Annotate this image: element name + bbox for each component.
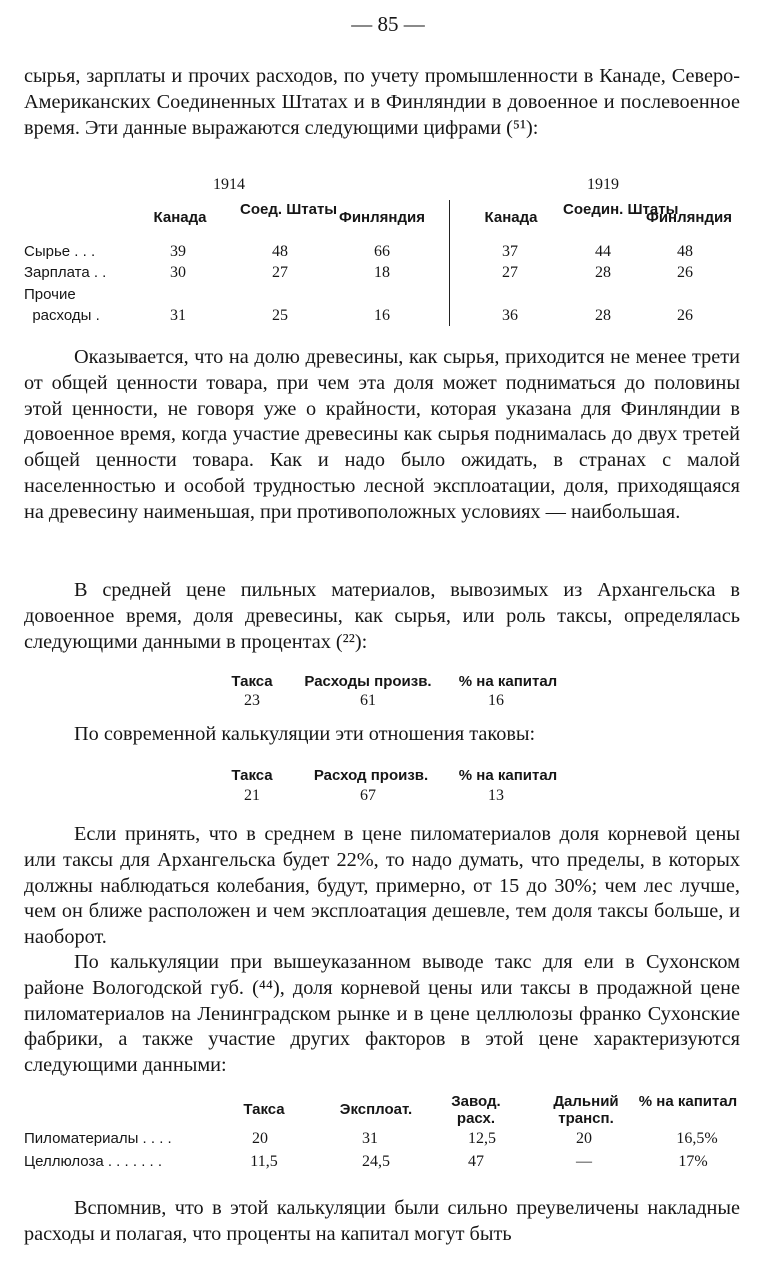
table-cell: 47 bbox=[468, 1153, 484, 1170]
column-header: % на капитал bbox=[458, 673, 558, 690]
row-label: Сырье . . . bbox=[24, 243, 96, 260]
column-header: Канада bbox=[153, 209, 207, 226]
table-cell: 28 bbox=[595, 264, 611, 281]
paragraph-2: Оказывается, что на долю древесины, как сырья, приходится не менее трети от общей ценности товара, при чем эта доля может подниматься до половины этой ценности, не говоря уже о крайности, которая указана для Финляндии в довоенное время, когда участие древесины как сырья поднималась до двух третей общей ценности товара. Как и надо было ожидать, в странах с малой населенностью и особой трудностью лесной эксплоатации, доля, приходящаяся на древесину наименьшая, при противоположных условиях — наибольшая. bbox=[24, 346, 740, 523]
table-cell: 11,5 bbox=[250, 1153, 278, 1170]
table-cell: 36 bbox=[502, 307, 518, 324]
table-cell: 17% bbox=[678, 1153, 708, 1170]
paragraph-3: В средней цене пильных материалов, вывозимых из Архангельска в довоенное время, доля древесины, как сырья, или роль таксы, определялась следующими данными в процентах (²²): bbox=[24, 579, 740, 653]
table-cell: 13 bbox=[488, 787, 504, 804]
row-label: Пиломатериалы . . . . bbox=[24, 1130, 172, 1147]
table-cell: 48 bbox=[272, 243, 288, 260]
paragraph-1: сырья, зарплаты и прочих расходов, по учету промышленности в Канаде, Северо-Американских Соединенных Штатах и в Финляндии в довоенное и послевоенное время. Эти данные выражаются следующими цифрами (⁵¹): bbox=[24, 65, 740, 139]
table-cell: 18 bbox=[374, 264, 390, 281]
column-header: % на капитал bbox=[458, 767, 558, 784]
paragraph-4: По современной калькуляции эти отношения таковы: bbox=[74, 723, 536, 745]
table-cell: 66 bbox=[374, 243, 390, 260]
column-header: Эксплоат. bbox=[339, 1101, 413, 1118]
table-cell: 26 bbox=[677, 307, 693, 324]
table-cell: 16 bbox=[488, 692, 504, 709]
table-cell: 20 bbox=[252, 1130, 268, 1147]
column-header: Такса bbox=[231, 673, 273, 690]
paragraph-6: По калькуляции при вышеуказанном выводе такс для ели в Сухонском районе Вологодской губ. (⁴⁴), доля корневой цены или таксы в продажной цене пиломатериалов на Ленинградском рынке и в цене целлюлозы франко Сухонские фабрики, а также участие других факторов в этой цене характеризуются следующими данными: bbox=[24, 951, 740, 1077]
column-header: Финляндия bbox=[646, 209, 732, 226]
paragraph-7: Вспомнив, что в этой калькуляции были сильно преувеличены накладные расходы и полагая, что проценты на капитал могут быть bbox=[24, 1197, 740, 1245]
table-cell: 28 bbox=[595, 307, 611, 324]
table-cell: 23 bbox=[244, 692, 260, 709]
table-cell: 16 bbox=[374, 307, 390, 324]
column-header: Такса bbox=[231, 767, 273, 784]
column-header: % на капитал bbox=[638, 1093, 738, 1110]
table-cell: 61 bbox=[360, 692, 376, 709]
table-cell: 16,5% bbox=[676, 1130, 718, 1147]
table-cell: 31 bbox=[362, 1130, 378, 1147]
row-label-continuation: расходы . bbox=[24, 307, 100, 324]
table-cell: 21 bbox=[244, 787, 260, 804]
paragraph-5: Если принять, что в среднем в цене пиломатериалов доля корневой цены или таксы для Архангельска будет 22%, то надо думать, что пределы, в которых должны наблюдаться колебания, будут, примерно, от 15 до 30%; чем лес лучше, чем он ближе расположен и чем эксплоатация дешевле, тем доля таксы больше, и наоборот. bbox=[24, 823, 740, 949]
table-cell: — bbox=[576, 1153, 592, 1170]
table-cell: 30 bbox=[170, 264, 186, 281]
table-cell: 24,5 bbox=[362, 1153, 390, 1170]
table-cell: 37 bbox=[502, 243, 518, 260]
table-cell: 25 bbox=[272, 307, 288, 324]
table-cell: 27 bbox=[502, 264, 518, 281]
table-cell: 20 bbox=[576, 1130, 592, 1147]
table-cell: 67 bbox=[360, 787, 376, 804]
table-cell: 31 bbox=[170, 307, 186, 324]
table-cell: 39 bbox=[170, 243, 186, 260]
table-divider bbox=[449, 200, 450, 326]
column-header: Дальний трансп. bbox=[553, 1093, 619, 1127]
page-number: — 85 — bbox=[351, 12, 425, 36]
year-1914: 1914 bbox=[213, 176, 245, 193]
table-cell: 48 bbox=[677, 243, 693, 260]
year-1919: 1919 bbox=[587, 176, 619, 193]
table-cell: 26 bbox=[677, 264, 693, 281]
row-label: Целлюлоза . . . . . . . bbox=[24, 1153, 163, 1170]
column-header: Завод. расх. bbox=[451, 1093, 501, 1127]
table-cell: 27 bbox=[272, 264, 288, 281]
column-header: Канада bbox=[484, 209, 538, 226]
column-header: Такса bbox=[243, 1101, 285, 1118]
table-cell: 12,5 bbox=[468, 1130, 496, 1147]
column-header: Соедин. Штаты bbox=[563, 201, 679, 218]
row-label: Прочие bbox=[24, 286, 76, 303]
column-header: Соед. Штаты bbox=[240, 201, 338, 218]
column-header: Расход произв. bbox=[313, 767, 429, 784]
column-header: Расходы произв. bbox=[304, 673, 432, 690]
table-cell: 44 bbox=[595, 243, 611, 260]
row-label: Зарплата . . bbox=[24, 264, 107, 281]
column-header: Финляндия bbox=[339, 209, 425, 226]
